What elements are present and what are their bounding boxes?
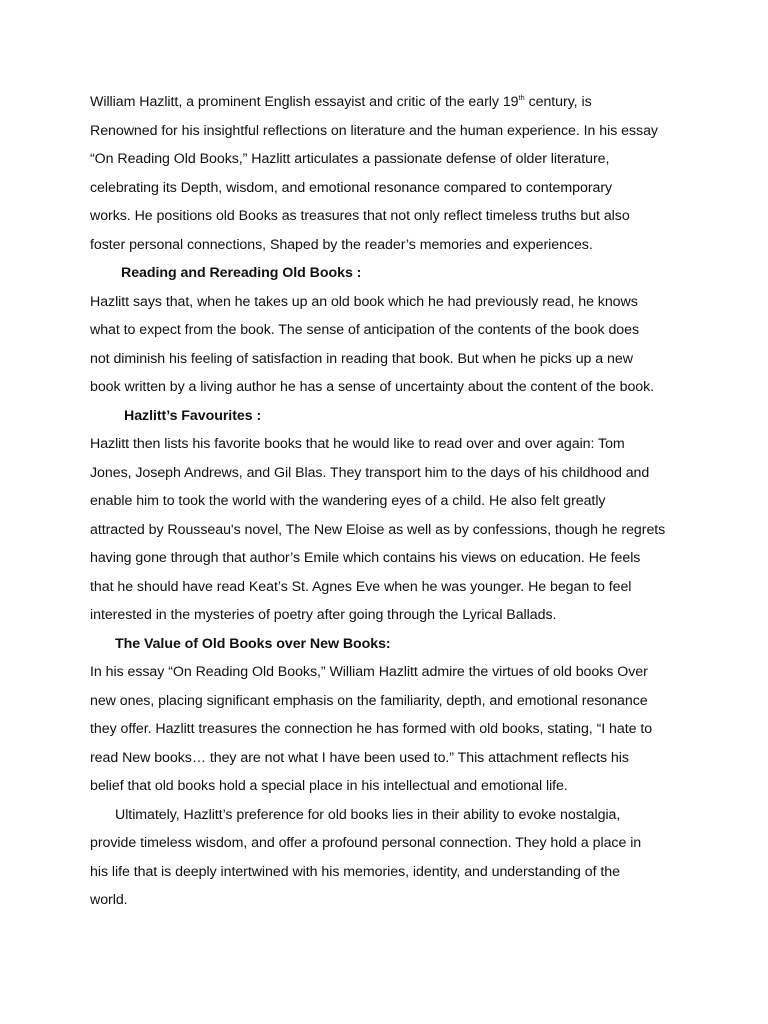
text-line: Hazlitt then lists his favorite books that he would like to read over and over again: Tom	[90, 436, 625, 452]
text-line: read New books… they are not what I have been used to.” This attachment reflects his	[90, 749, 629, 766]
text-line: foster personal connections, Shaped by the reader’s memories and experiences.	[90, 236, 593, 253]
text-line: Hazlitt says that, when he takes up an old book which he had previously read, he knows	[90, 293, 638, 310]
text-line: enable him to took the world with the wandering eyes of a child. He also felt greatly	[90, 493, 606, 509]
text-line: interested in the mysteries of poetry after going through the Lyrical Ballads.	[90, 607, 557, 623]
section-paragraph-favourites	[90, 430, 690, 630]
ordinal-superscript: th	[518, 93, 525, 102]
section-heading-rereading: Reading and Rereading Old Books :	[121, 265, 362, 281]
text-line: not diminish his feeling of satisfaction in reading that book. But when he picks up a new	[90, 350, 633, 367]
text-line: attracted by Rousseau's novel, The New Eloise as well as by confessions, though he regrets	[90, 521, 666, 538]
text-line: “On Reading Old Books,” Hazlitt articulates a passionate defense of older literature,	[90, 151, 610, 167]
conclusion-paragraph	[90, 801, 690, 915]
text-line: having gone through that author’s Emile which contains his views on education. He feels	[90, 550, 641, 566]
text-line: world.	[90, 892, 128, 908]
text-line: provide timeless wisdom, and offer a profound personal connection. They hold a place in	[90, 835, 642, 851]
text-line: In his essay “On Reading Old Books,” William Hazlitt admire the virtues of old books Over	[90, 664, 648, 680]
document-page	[90, 88, 690, 915]
intro-paragraph	[90, 88, 690, 259]
section-heading-favourites: Hazlitt’s Favourites :	[124, 407, 262, 424]
text-line: new ones, placing significant emphasis on the familiarity, depth, and emotional resonance	[90, 692, 648, 709]
text-line	[90, 88, 690, 117]
text-line: Jones, Joseph Andrews, and Gil Blas. They transport him to the days of his childhood and	[90, 464, 650, 481]
text-line: what to expect from the book. The sense of anticipation of the contents of the book does	[90, 322, 640, 338]
text-line: his life that is deeply intertwined with his memories, identity, and understanding of the	[90, 863, 620, 880]
text-line: that he should have read Keat’s St. Agnes Eve when he was younger. He began to feel	[90, 578, 632, 595]
text-line: Renowned for his insightful reflections on literature and the human experience. In his essay	[90, 122, 658, 139]
text-line: book written by a living author he has a sense of uncertainty about the content of the book.	[90, 379, 655, 395]
section-paragraph-value	[90, 658, 690, 801]
text-line: they offer. Hazlitt treasures the connection he has formed with old books, stating, “I hate to	[90, 721, 653, 737]
text-line: belief that old books hold a special place in his intellectual and emotional life.	[90, 778, 568, 794]
text-line: Ultimately, Hazlitt’s preference for old books lies in their ability to evoke nostalgia,	[115, 806, 621, 823]
section-paragraph-rereading	[90, 288, 690, 402]
text-line: celebrating its Depth, wisdom, and emotional resonance compared to contemporary	[90, 179, 613, 196]
text-line: works. He positions old Books as treasures that not only reflect timeless truths but also	[90, 208, 630, 224]
text-span: William Hazlitt, a prominent English essayist and critic of the early 19	[90, 94, 519, 110]
text-span: century, is	[524, 94, 592, 110]
section-heading-value: The Value of Old Books over New Books:	[115, 635, 391, 652]
